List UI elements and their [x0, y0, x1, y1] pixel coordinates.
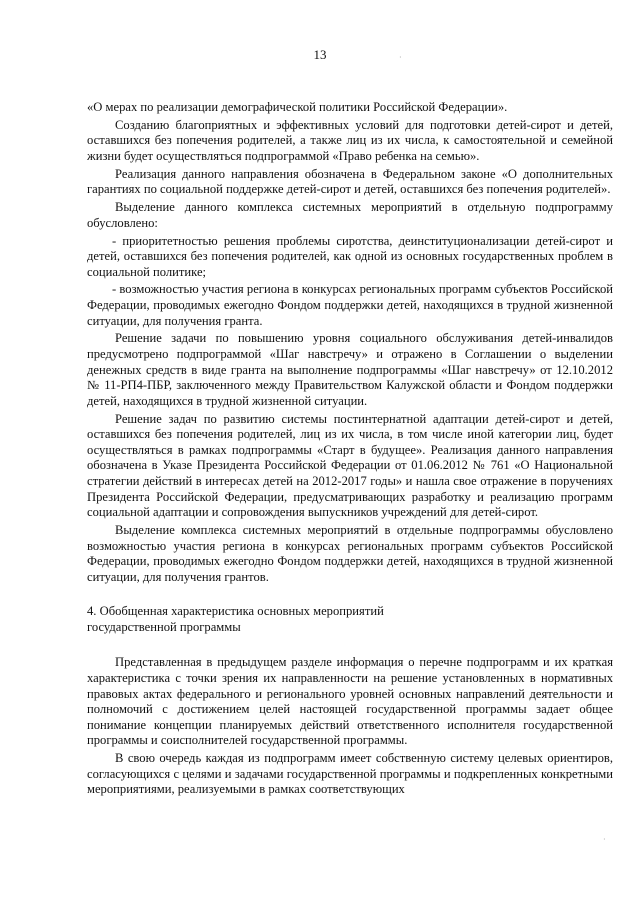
scan-dot-mark: · — [603, 835, 606, 844]
paragraph: Выделение комплекса системных мероприятий в отдельные подпрограммы обусловлено возможностью участия региона в конкурсах региональных программ субъектов Российской Федерации, проводимых ежегодно Фондом поддержки детей, находящихся в трудной жизненной ситуации, для получения грантов. — [87, 522, 613, 584]
list-item: - возможностью участия региона в конкурсах региональных программ субъектов Российской Федерации, проводимых ежегодно Фондом поддержки детей, находящихся в трудной жизненной ситуации, для получения гранта. — [87, 282, 613, 328]
paragraph: Созданию благоприятных и эффективных условий для подготовки детей-сирот и детей, оставшихся без попечения родителей, а также лиц из их числа, к самостоятельной и семейной жизни будет осуществляться подпрограммой «Право ребенка на семью». — [87, 117, 613, 163]
page-number: 13 — [313, 47, 327, 62]
section-heading-line: государственной программы — [87, 620, 241, 635]
paragraph: Представленная в предыдущем разделе информация о перечне подпрограмм и их краткая характеристика с точки зрения их направленности на решение установленных в нормативных правовых актах федерального и регионального уровней основных направлений деятельности и полномочий с достижением целей настоящей государственной программы задает общее понимание концепции планируемых действий ответственного исполнителя государственной программы и соисполнителей государственной программы. — [87, 655, 613, 748]
list-item: - приоритетностью решения проблемы сиротства, деинституционализации детей-сирот и детей, оставшихся без попечения родителей, как одной из основных государственных проблем в социальной политике; — [87, 233, 613, 279]
paragraph: Решение задач по развитию системы постинтернатной адаптации детей-сирот и детей, оставшихся без попечения родителей, лиц из их числа, в том числе иной категории лиц, будет осуществляться в рамках подпрограммы «Старт в будущее». Реализация данного направления обозначена в Указе Президента Российской Федерации от 01.06.2012 № 761 «О Национальной стратегии действий в интересах детей на 2012-2017 годы» и нашла свое отражение в поручениях Президента Российской Федерации, предусматривающих разработку и реализацию программ социальной адаптации и сопровождения выпускников учреждений для детей-сирот. — [87, 411, 613, 520]
section-heading-line: 4. Обобщенная характеристика основных мероприятий — [87, 604, 384, 619]
paragraph: В свою очередь каждая из подпрограмм имеет собственную систему целевых ориентиров, согласующихся с целями и задачами государственной программы и подкрепленных конкретными мероприятиями, реализуемыми в рамках соответствующих — [87, 751, 613, 797]
paragraph: Решение задачи по повышению уровня социального обслуживания детей-инвалидов предусмотрено подпрограммой «Шаг навстречу» и отражено в Соглашении о выделении денежных средств в виде гранта на выполнение подпрограммы «Шаг навстречу» от 12.10.2012 № 11-РП4-ПБР, заключенного между Правительством Калужской области и Фондом поддержки детей, находящихся в трудной жизненной ситуации. — [87, 331, 613, 408]
scan-dot-mark: · — [399, 53, 402, 62]
paragraph: Выделение данного комплекса системных мероприятий в отдельную подпрограмму обусловлено: — [87, 200, 613, 230]
body-text — [87, 100, 613, 800]
paragraph: Реализация данного направления обозначена в Федеральном законе «О дополнительных гарантиях по социальной поддержке детей-сирот и детей, оставшихся без попечения родителей». — [87, 166, 613, 197]
section-heading — [87, 603, 613, 635]
paragraph: «О мерах по реализации демографической политики Российской Федерации». — [87, 100, 508, 114]
